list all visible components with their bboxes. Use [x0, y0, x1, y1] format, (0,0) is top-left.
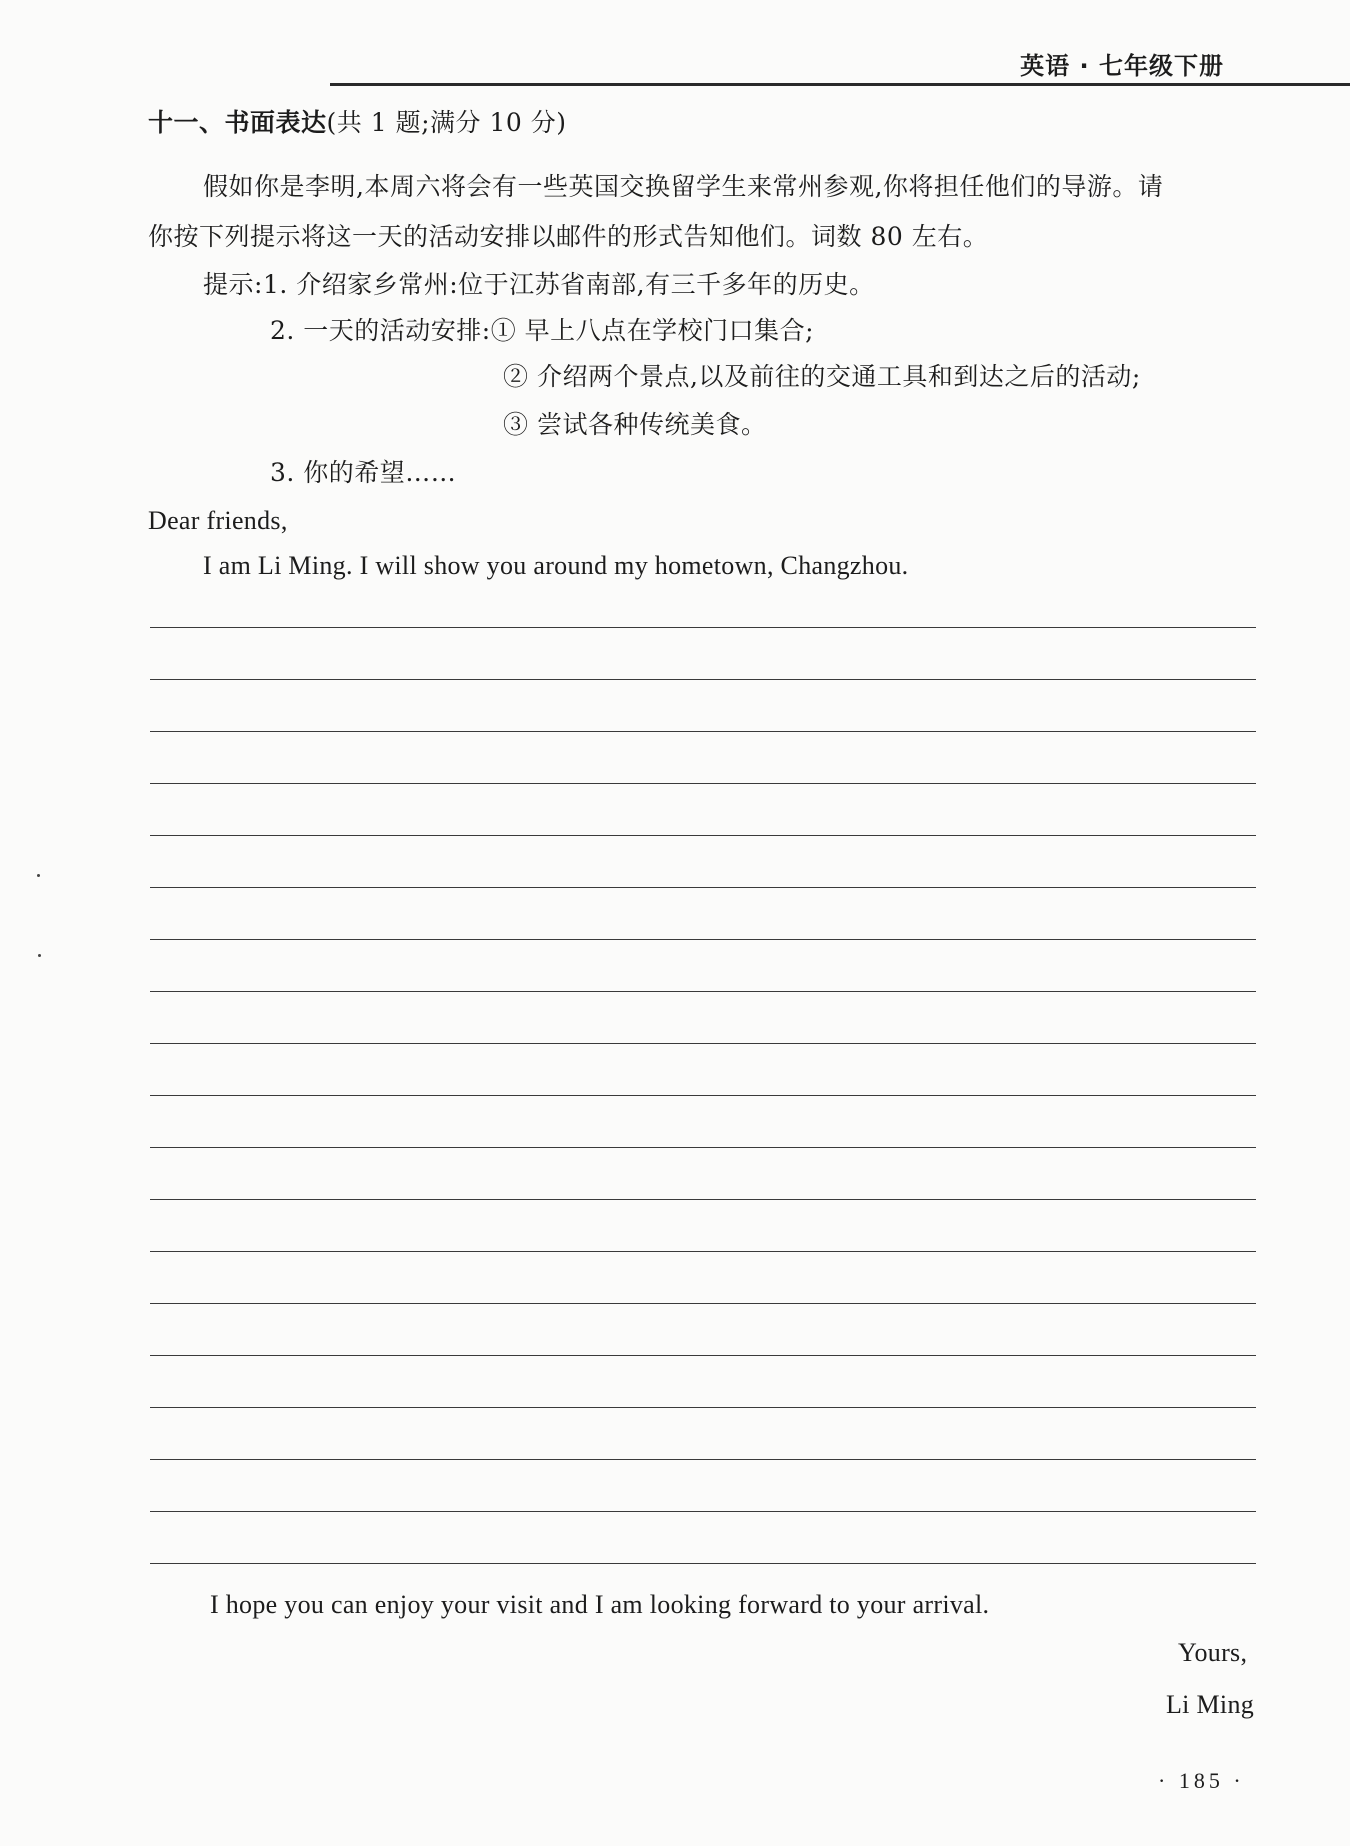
- answer-line[interactable]: [150, 1355, 1256, 1356]
- answer-line[interactable]: [150, 1147, 1256, 1148]
- answer-line[interactable]: [150, 1511, 1256, 1512]
- hint-item-1: 1. 介绍家乡常州:位于江苏省南部,有三千多年的历史。: [262, 270, 875, 299]
- running-head: 英语 · 七年级下册: [1020, 52, 1224, 80]
- answer-line[interactable]: [150, 1563, 1256, 1564]
- scan-speck: [38, 954, 41, 957]
- hint-row-2: [270, 316, 814, 346]
- answer-line[interactable]: [150, 887, 1256, 888]
- answer-line[interactable]: [150, 1043, 1256, 1044]
- answer-line[interactable]: [150, 731, 1256, 732]
- hint-item-2-label: 2. 一天的活动安排:: [270, 316, 491, 345]
- prompt-line-2: 你按下列提示将这一天的活动安排以邮件的形式告知他们。词数 80 左右。: [148, 222, 989, 251]
- hint-row-1: [203, 270, 875, 300]
- letter-signature: Li Ming: [1166, 1690, 1255, 1719]
- hint-item-2-sub-3: ③ 尝试各种传统美食。: [503, 410, 767, 439]
- answer-line[interactable]: [150, 991, 1256, 992]
- answer-line[interactable]: [150, 939, 1256, 940]
- hint-label: 提示:: [203, 270, 263, 299]
- header-rule: [330, 83, 1350, 86]
- hint-item-2-sub-2: ② 介绍两个景点,以及前往的交通工具和到达之后的活动;: [503, 362, 1141, 391]
- answer-line[interactable]: [150, 1251, 1256, 1252]
- answer-line[interactable]: [150, 1199, 1256, 1200]
- letter-opening: I am Li Ming. I will show you around my hometown, Changzhou.: [203, 551, 909, 580]
- prompt-line-1: 假如你是李明,本周六将会有一些英国交换留学生来常州参观,你将担任他们的导游。请: [203, 172, 1164, 201]
- letter-salutation: Dear friends,: [148, 506, 288, 535]
- answer-line[interactable]: [150, 627, 1256, 628]
- section-title-text: 十一、书面表达: [148, 108, 327, 137]
- answer-line[interactable]: [150, 1095, 1256, 1096]
- answer-line[interactable]: [150, 835, 1256, 836]
- answer-line[interactable]: [150, 1459, 1256, 1460]
- scan-speck: [37, 874, 40, 877]
- hint-item-3: 3. 你的希望……: [270, 458, 457, 487]
- answer-line[interactable]: [150, 1303, 1256, 1304]
- section-meta: (共 1 题;满分 10 分): [326, 108, 567, 137]
- answer-line[interactable]: [150, 783, 1256, 784]
- section-title: [148, 108, 566, 138]
- page-number: · 185 ·: [1158, 1768, 1245, 1793]
- hint-item-2-sub-1: ① 早上八点在学校门口集合;: [490, 316, 815, 345]
- answer-line[interactable]: [150, 1407, 1256, 1408]
- letter-signoff: Yours,: [1178, 1638, 1248, 1667]
- letter-closing: I hope you can enjoy your visit and I am looking forward to your arrival.: [210, 1590, 990, 1619]
- answer-line[interactable]: [150, 679, 1256, 680]
